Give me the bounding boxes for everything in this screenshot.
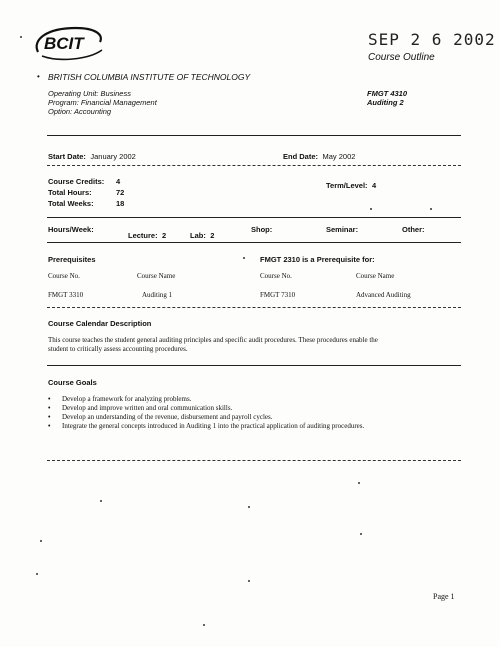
term-label: Term/Level: [326,181,368,190]
page-number: Page 1 [433,592,455,601]
scan-speck [203,624,205,626]
bullet-mark: • [37,72,40,81]
start-date-value: January 2002 [90,152,136,161]
scan-speck [358,482,360,484]
goals-title: Course Goals [48,378,97,387]
weeks-label: Total Weeks: [48,199,94,208]
followup-course-no: FMGT 7310 [260,291,296,299]
lecture-hours [128,225,166,243]
course-code: FMGT 4310 [367,89,408,98]
scan-speck [248,580,250,582]
end-date [283,146,355,164]
col-course-no: Course No. [260,272,292,280]
course-id [367,89,407,107]
scan-speck [40,540,42,542]
hours-label: Total Hours: [48,188,92,197]
weeks-value: 18 [116,199,125,208]
divider [47,135,461,136]
program-info [48,89,157,116]
goal-item: • Develop an understanding of the revenue, disbursement and payroll cycles. [48,413,468,422]
option-name: Option: Accounting [48,107,112,116]
goals-list [48,395,468,431]
term-value: 4 [372,181,377,190]
operating-unit: Operating Unit: Business [48,89,131,98]
goal-item: • Integrate the general concepts introduced in Auditing 1 into the practical application of auditing procedures. [48,422,468,431]
calendar-description [48,336,468,354]
hours-week-label: Hours/Week: [48,225,94,234]
col-course-no: Course No. [48,272,80,280]
goal-item: • Develop and improve written and oral communication skills. [48,404,468,413]
scan-speck [370,208,372,210]
end-date-value: May 2002 [322,152,356,161]
lab-hours [190,225,214,243]
divider [47,217,461,218]
prerequisite-for-title: FMGT 2310 is a Prerequisite for: [260,255,375,264]
received-date-stamp: SEP 2 6 2002 [368,30,496,49]
scan-speck [36,573,38,575]
start-date [48,146,136,164]
logo-text: BCIT [44,34,84,53]
prereq-course-name: Auditing 1 [142,291,173,299]
bcit-logo [28,22,108,64]
followup-course-name: Advanced Auditing [356,291,411,299]
col-course-name: Course Name [137,272,176,280]
divider [47,460,461,461]
scan-speck [248,506,250,508]
credits-value: 4 [116,177,121,186]
calendar-line: student to critically assess accounting procedures. [48,345,188,353]
term-level [326,175,376,193]
hours-value: 72 [116,188,125,197]
credits-label: Course Credits: [48,177,105,186]
course-name: Auditing 2 [367,98,404,107]
end-date-label: End Date: [283,152,319,161]
lecture-value: 2 [162,231,167,240]
calendar-title: Course Calendar Description [48,319,152,328]
scan-speck [360,533,362,535]
lab-value: 2 [210,231,215,240]
start-date-label: Start Date: [48,152,86,161]
scan-speck [20,36,22,38]
lab-label: Lab: [190,231,206,240]
document-title: Course Outline [368,52,435,63]
divider [47,242,461,243]
divider [47,307,461,308]
divider [47,365,461,366]
scan-speck [243,257,245,259]
goal-item: • Develop a framework for analyzing problems. [48,395,468,404]
lecture-label: Lecture: [128,231,158,240]
prerequisites-title: Prerequisites [48,255,96,264]
scan-speck [100,500,102,502]
seminar-label: Seminar: [326,225,359,234]
shop-label: Shop: [251,225,273,234]
credits-block [48,175,124,208]
other-label: Other: [402,225,425,234]
scan-speck [430,208,432,210]
divider [47,165,461,166]
col-course-name: Course Name [356,272,395,280]
prereq-course-no: FMGT 3310 [48,291,84,299]
institute-name: BRITISH COLUMBIA INSTITUTE OF TECHNOLOGY [48,72,251,82]
calendar-line: This course teaches the student general auditing principles and specific audit procedures. These procedures enable the [48,336,378,344]
program-name: Program: Financial Management [48,98,157,107]
